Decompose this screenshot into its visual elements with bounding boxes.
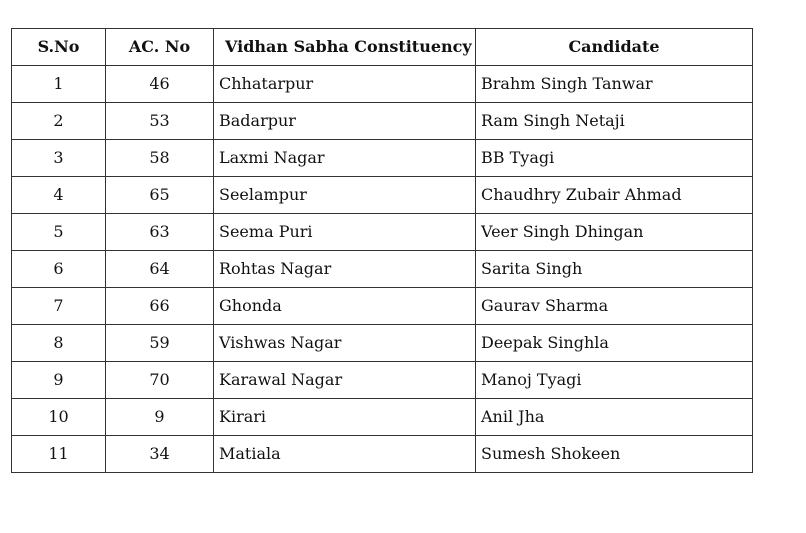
cell-ac-no: 46 [106, 66, 214, 103]
cell-constituency: Karawal Nagar [214, 362, 476, 399]
cell-ac-no: 9 [106, 399, 214, 436]
cell-constituency: Vishwas Nagar [214, 325, 476, 362]
header-constituency: Vidhan Sabha Constituency [214, 29, 476, 66]
cell-constituency: Kirari [214, 399, 476, 436]
cell-constituency: Ghonda [214, 288, 476, 325]
table-row [12, 103, 753, 140]
cell-ac-no: 53 [106, 103, 214, 140]
table-row [12, 325, 753, 362]
cell-candidate: Sarita Singh [476, 251, 753, 288]
cell-sno: 11 [12, 436, 106, 473]
cell-constituency: Matiala [214, 436, 476, 473]
cell-ac-no: 70 [106, 362, 214, 399]
header-candidate: Candidate [476, 29, 753, 66]
cell-candidate: Ram Singh Netaji [476, 103, 753, 140]
cell-candidate: BB Tyagi [476, 140, 753, 177]
cell-sno: 4 [12, 177, 106, 214]
cell-candidate: Anil Jha [476, 399, 753, 436]
cell-sno: 1 [12, 66, 106, 103]
cell-ac-no: 63 [106, 214, 214, 251]
cell-constituency: Chhatarpur [214, 66, 476, 103]
cell-sno: 10 [12, 399, 106, 436]
cell-candidate: Chaudhry Zubair Ahmad [476, 177, 753, 214]
cell-ac-no: 34 [106, 436, 214, 473]
table-header [12, 29, 753, 66]
cell-sno: 6 [12, 251, 106, 288]
cell-constituency: Laxmi Nagar [214, 140, 476, 177]
cell-candidate: Gaurav Sharma [476, 288, 753, 325]
cell-candidate: Veer Singh Dhingan [476, 214, 753, 251]
cell-sno: 9 [12, 362, 106, 399]
cell-sno: 7 [12, 288, 106, 325]
cell-sno: 8 [12, 325, 106, 362]
cell-ac-no: 58 [106, 140, 214, 177]
table-row [12, 251, 753, 288]
cell-constituency: Rohtas Nagar [214, 251, 476, 288]
cell-candidate: Sumesh Shokeen [476, 436, 753, 473]
table-row [12, 288, 753, 325]
cell-ac-no: 59 [106, 325, 214, 362]
cell-ac-no: 66 [106, 288, 214, 325]
candidate-table-container [11, 28, 753, 473]
table-row [12, 177, 753, 214]
cell-sno: 2 [12, 103, 106, 140]
cell-constituency: Seelampur [214, 177, 476, 214]
cell-constituency: Badarpur [214, 103, 476, 140]
cell-constituency: Seema Puri [214, 214, 476, 251]
table-row [12, 214, 753, 251]
cell-candidate: Brahm Singh Tanwar [476, 66, 753, 103]
table-row [12, 436, 753, 473]
candidate-table [11, 28, 753, 473]
header-sno: S.No [12, 29, 106, 66]
cell-sno: 5 [12, 214, 106, 251]
cell-ac-no: 64 [106, 251, 214, 288]
cell-candidate: Deepak Singhla [476, 325, 753, 362]
header-ac-no: AC. No [106, 29, 214, 66]
cell-ac-no: 65 [106, 177, 214, 214]
cell-sno: 3 [12, 140, 106, 177]
table-row [12, 362, 753, 399]
cell-candidate: Manoj Tyagi [476, 362, 753, 399]
table-row [12, 66, 753, 103]
table-row [12, 399, 753, 436]
table-row [12, 140, 753, 177]
header-row [12, 29, 753, 66]
table-body [12, 66, 753, 473]
